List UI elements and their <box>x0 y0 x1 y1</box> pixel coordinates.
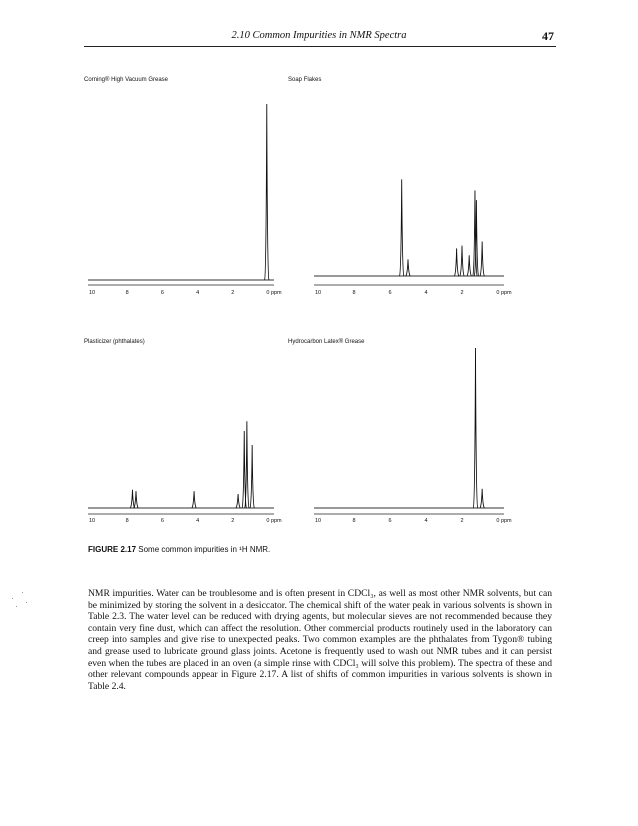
tick-label: 10 <box>314 290 322 296</box>
tick-label: 2 <box>231 290 235 296</box>
page-number: 47 <box>542 29 554 43</box>
running-header <box>84 30 554 46</box>
caption-text: Some common impurities in ¹H NMR. <box>136 545 271 554</box>
spectrum-peak <box>467 255 471 276</box>
tick-label: 0 ppm <box>496 290 512 296</box>
tick-label: 4 <box>424 290 428 296</box>
spectrum-plot <box>288 86 506 296</box>
tick-label: 0 ppm <box>266 518 282 524</box>
tick-label: 6 <box>160 518 164 524</box>
spectrum-title: Corning® High Vacuum Grease <box>84 77 169 83</box>
spectrum-title: Hydrocarbon Latex® Grease <box>288 339 365 345</box>
spectrum-peak <box>250 445 254 508</box>
spectrum-peak <box>192 491 196 508</box>
body-paragraph: NMR impurities. Water can be troublesome and is often present in CDCl₃, as well as most other NMR solvents, but can be minimized by storing the solvent in a desiccator. The chemical shift of the water peak in various solvents is shown in Table 2.3. The water level can be reduced with drying agents, but molecular sieves are not recommended because they contain very fine dust, which can affect the resolution. Other commercial products routinely used in the laboratory can creep into samples and give rise to unexpected peaks. Two common examples are the phthalates from Tygon® tubing and grease used to lubricate ground glass joints. Acetone is frequently used to wash out NMR tubes and it can persist even when the tubes are placed in an oven (a simple rinse with CDCl₃ will solve this problem). The spectra of these and other relevant compounds appear in Figure 2.17. A list of shifts of common impurities in various solvents is shown in Table 2.4. <box>88 588 552 692</box>
tick-label: 8 <box>125 518 129 524</box>
header-rule <box>84 46 556 47</box>
spectrum-peak <box>480 242 484 277</box>
spectrum-plot <box>84 346 294 524</box>
tick-label: 0 ppm <box>266 290 282 296</box>
tick-label: 6 <box>160 290 164 296</box>
tick-label: 8 <box>352 518 356 524</box>
spectrum-title: Plasticizer (phthalates) <box>84 339 145 345</box>
tick-label: 4 <box>196 518 200 524</box>
spectrum-peak <box>400 179 404 276</box>
spectrum-peak <box>134 491 138 508</box>
tick-label: 10 <box>88 518 96 524</box>
tick-label: 2 <box>460 290 464 296</box>
scan-specks <box>10 590 32 614</box>
spectrum-peak <box>406 259 410 276</box>
running-title: 2.10 Common Impurities in NMR Spectra <box>231 30 407 41</box>
spectrum-panel-soap-flakes <box>288 76 512 306</box>
tick-label: 10 <box>88 290 96 296</box>
spectrum-plot <box>288 346 506 524</box>
tick-labels <box>84 518 294 526</box>
spectrum-panel-vacuum-grease <box>84 76 294 306</box>
spectrum-plot <box>84 86 294 296</box>
tick-labels <box>288 518 512 526</box>
figure-label: FIGURE 2.17 <box>88 545 137 554</box>
tick-labels <box>84 290 294 298</box>
spectrum-peak <box>245 421 249 508</box>
spectrum-peak <box>454 248 458 276</box>
spectrum-peak <box>480 489 484 508</box>
tick-label: 4 <box>424 518 428 524</box>
spectrum-peak <box>265 104 269 280</box>
spectrum-peak <box>236 494 240 508</box>
tick-labels <box>288 290 512 298</box>
tick-label: 8 <box>125 290 129 296</box>
spectrum-peak <box>473 348 477 508</box>
spectrum-peak <box>460 246 464 276</box>
spectrum-title: Soap Flakes <box>288 77 322 83</box>
figure-caption <box>88 545 270 554</box>
tick-label: 2 <box>231 518 235 524</box>
spectrum-panel-plasticizer <box>84 338 294 532</box>
tick-label: 0 ppm <box>496 518 512 524</box>
tick-label: 8 <box>352 290 356 296</box>
tick-label: 10 <box>314 518 322 524</box>
tick-label: 2 <box>460 518 464 524</box>
tick-label: 4 <box>196 290 200 296</box>
spectrum-peak <box>130 490 134 508</box>
tick-label: 6 <box>388 290 392 296</box>
spectrum-panel-latex-grease <box>288 338 512 532</box>
tick-label: 6 <box>388 518 392 524</box>
